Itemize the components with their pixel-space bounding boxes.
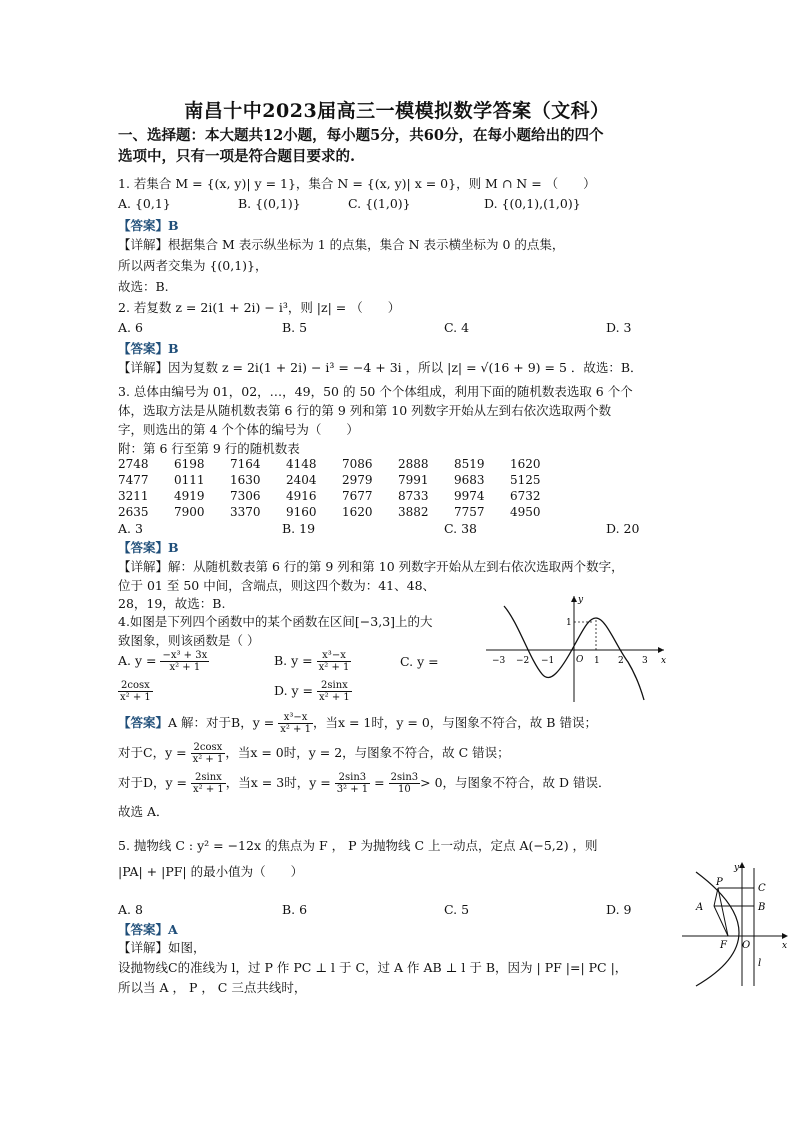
point-f-label: F [720, 940, 727, 951]
fraction: $\frac{\text{−x³ + 3x}}{\text{x² + 1}}$ [162, 650, 208, 673]
tick-label: 2 [618, 656, 624, 666]
q2-option-b: B. 5 [282, 320, 308, 335]
point-c-label: C [758, 883, 766, 894]
point-p-label: P [716, 877, 723, 888]
q1-detail-3: 故选：B. [118, 279, 169, 294]
y-axis-arrow [571, 596, 577, 602]
q5-detail-1: 【详解】如图， [118, 940, 206, 955]
directrix-label: l [758, 958, 762, 969]
q5-option-b: B. 6 [282, 902, 308, 917]
q5-option-d: D. 9 [606, 902, 632, 917]
q4-option-b: B. y = $\frac{\text{x³−x}}{\text{x² + 1}}$ [274, 650, 350, 673]
q5-option-c: C. 5 [444, 902, 470, 917]
fraction: $\frac{2\cos x}{\text{x² + 1}}$ [120, 680, 151, 703]
x-axis-arrow [658, 647, 664, 653]
q5-stem-1: 5. 抛物线 C : y² = −12x 的焦点为 F ， P 为抛物线 C 上一动点，定点 A(−5,2) ，则 [118, 838, 598, 853]
tick-label: −2 [516, 656, 530, 666]
q3-table-caption: 附：第 6 行至第 9 行的随机数表 [118, 441, 300, 456]
tick-label: −3 [492, 656, 506, 666]
q4-answer-line4: 故选 A． [118, 804, 169, 819]
table-row: 7477 0111 1630 2404 2979 7991 9683 5125 [118, 473, 541, 487]
fraction: $\frac{2\sin 3}{\text{3² + 1}}$ [336, 772, 369, 795]
tick-label: 1 [566, 618, 572, 628]
q4-stem-1: 4.如图是下列四个函数中的某个函数在区间[−3,3]上的大 [118, 614, 433, 629]
q1-stem: 1. 若集合 M = {(x, y)| y = 1}，集合 N = {(x, y)| x = 0}，则 M ∩ N = （ ） [118, 176, 596, 191]
q5-option-a: A. 8 [118, 902, 143, 917]
point-b-label: B [758, 902, 766, 913]
q4-option-d: D. y = $\frac{2\sin x}{\text{x² + 1}}$ [274, 680, 350, 703]
section-heading-line2: 选项中，只有一项是符合题目要求的. [118, 148, 356, 165]
q2-option-a: A. 6 [118, 320, 143, 335]
q4-option-c-fraction [118, 680, 153, 703]
q1-detail-2: 所以两者交集为 {(0,1)}， [118, 258, 268, 273]
fraction: $\frac{2\sin x}{\text{x² + 1}}$ [193, 772, 224, 795]
q3-detail-1: 【详解】解：从随机数表第 6 行的第 9 列和第 10 列数字开始从左到右依次选取两个数字， [118, 559, 624, 574]
tick-label: −1 [541, 656, 555, 666]
q3-option-d: D. 20 [606, 521, 640, 536]
table-row: 3211 4919 7306 4916 7677 8733 9974 6732 [118, 489, 541, 503]
fraction: $\frac{2\cos x}{\text{x² + 1}}$ [192, 742, 224, 765]
q1-option-c: C. {(1,0)} [348, 196, 411, 211]
q4-option-c-label: C. y = [400, 654, 439, 669]
q4-answer-line3: 对于D，y = $\frac{2\sin x}{\text{x² + 1}}$ ，当x = 3时，y = $\frac{2\sin 3}{\text{3² + 1}}$ = $\frac{2\sin 3}{10}$ > 0，与图象不符合，故 D 错误． [118, 772, 611, 795]
origin-label: O [576, 655, 584, 665]
q4-function-graph [484, 592, 670, 704]
point-a-label: A [696, 902, 704, 913]
q3-stem-3: 字，则选出的第 4 个个体的编号为（ ） [118, 422, 359, 437]
y-axis-label: y [734, 863, 740, 873]
fraction: $\frac{\text{x³−x}}{\text{x² + 1}}$ [280, 712, 311, 735]
q1-detail-1: 【详解】根据集合 M 表示纵坐标为 1 的点集，集合 N 表示横坐标为 0 的点集， [118, 237, 565, 252]
tick-label: 3 [642, 656, 648, 666]
q4-stem-2: 致图象，则该函数是（ ） [118, 633, 260, 648]
q5-parabola-figure [678, 858, 792, 990]
segment-pa [714, 888, 718, 906]
q1-answer: 【答案】B [118, 218, 179, 233]
q2-option-d: D. 3 [606, 320, 632, 335]
q3-stem-2: 体，选取方法是从随机数表第 6 行的第 9 列和第 10 列数字开始从左到右依次选取两个数 [118, 403, 612, 418]
q5-answer: 【答案】A [118, 922, 178, 937]
q3-option-a: A. 3 [118, 521, 143, 536]
fraction: $\frac{2\sin 3}{10}$ [390, 772, 419, 795]
q3-option-c: C. 38 [444, 521, 477, 536]
q2-detail: 【详解】因为复数 z = 2i(1 + 2i) − i³ = −4 + 3i ，所以 |z| = √(16 + 9) = 5 ．故选：B． [118, 360, 643, 375]
q3-stem-1: 3. 总体由编号为 01，02，…，49，50 的 50 个个体组成，利用下面的随机数表选取 6 个个 [118, 384, 633, 399]
q3-detail-3: 28，19，故选：B. [118, 596, 226, 611]
section-heading-line1: 一、选择题：本大题共12小题，每小题5分，共60分，在每小题给出的四个 [118, 127, 604, 144]
q5-stem-2: |PA| + |PF| 的最小值为（ ） [118, 864, 304, 879]
q2-answer: 【答案】B [118, 341, 179, 356]
tick-label: 1 [594, 656, 600, 666]
q2-option-c: C. 4 [444, 320, 470, 335]
q3-detail-2: 位于 01 至 50 中间，含端点，则这四个数为：41、48、 [118, 578, 436, 593]
q4-answer-line1: 【答案】A 解：对于B，y = $\frac{\text{x³−x}}{\text{x² + 1}}$ ，当x = 1时，y = 0，与图象不符合，故 B 错误； [118, 712, 597, 735]
q1-option-a: A. {0,1} [118, 196, 171, 211]
q4-answer-line2: 对于C，y = $\frac{2\cos x}{\text{x² + 1}}$ ，当x = 0时，y = 2，与图象不符合，故 C 错误； [118, 742, 510, 765]
segment-pf [718, 888, 728, 936]
q1-option-b: B. {(0,1)} [238, 196, 301, 211]
y-axis-arrow [739, 862, 745, 868]
x-axis-label: x [661, 656, 667, 666]
fraction: $\frac{\text{x³−x}}{\text{x² + 1}}$ [318, 650, 350, 673]
x-axis-arrow [782, 933, 788, 939]
segment-af [714, 906, 728, 936]
q2-stem: 2. 若复数 z = 2i(1 + 2i) − i³，则 |z| = （ ） [118, 300, 401, 315]
origin-label: O [742, 940, 751, 951]
q3-answer: 【答案】B [118, 540, 179, 555]
x-axis-label: x [782, 941, 788, 951]
y-axis-label: y [578, 595, 584, 605]
q5-detail-2: 设抛物线C的准线为 l，过 P 作 PC ⊥ l 于 C，过 A 作 AB ⊥ l 于 B，因为 | PF |=| PC |， [118, 960, 628, 975]
fraction: $\frac{2\sin x}{\text{x² + 1}}$ [319, 680, 350, 703]
q3-option-b: B. 19 [282, 521, 316, 536]
table-row: 2635 7900 3370 9160 1620 3882 7757 4950 [118, 505, 541, 519]
q5-detail-3: 所以当 A ， P ， C 三点共线时， [118, 980, 307, 995]
page-title: 南昌十中2023届高三一模模拟数学答案（文科） [184, 100, 610, 122]
random-number-table [118, 456, 566, 520]
table-row: 2748 6198 7164 4148 7086 2888 8519 1620 [118, 457, 541, 471]
q1-option-d: D. {(0,1),(1,0)} [484, 196, 581, 211]
q4-option-a: A. y = $\frac{\text{−x³ + 3x}}{\text{x² + 1}}$ [118, 650, 208, 673]
